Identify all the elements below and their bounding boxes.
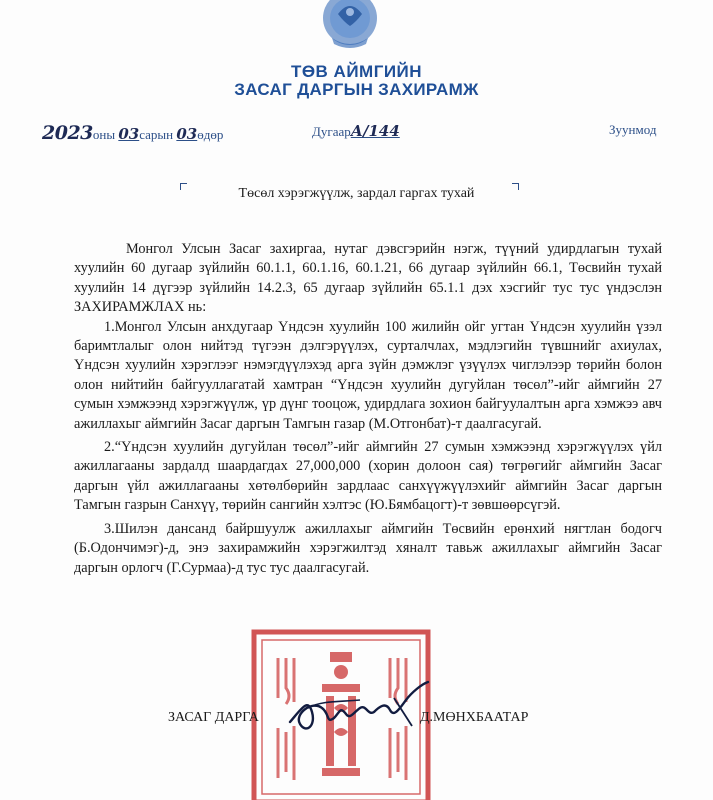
date-year-suffix: оны [92, 127, 116, 142]
place-name: Зуунмод [609, 122, 657, 137]
number-line [312, 122, 400, 140]
date-month-suffix: сарын [139, 127, 174, 142]
body-item-2: 2.“Үндсэн хуулийн дугуйлан төсөл”-ийг аймгийн 27 сумын хэмжээнд хэрэгжүүлэх үйл ажиллагааны зардалд шаардагдах 27,000,000 (хорин долоон сая) төгрөгийг аймгийн Засаг даргын үйл ажиллагааны хөтөлбөрийн зардлаас санхүүжүүлэхийг аймгийн Засаг даргын Тамгын газрын Санхүү, төрийн сангийн хэлтэс (Ю.Бямбацогт)-т зөвшөөрсүгэй. [74, 439, 662, 514]
state-emblem-icon [318, 0, 382, 48]
number-value: А/144 [350, 122, 400, 140]
org-name-line1: ТӨВ АЙМГИЙН [290, 62, 423, 81]
decree-title: Төсөл хэрэгжүүлж, зардал гаргах тухай [238, 186, 475, 201]
decree-body [74, 240, 662, 578]
number-label: Дугаар [312, 124, 351, 139]
body-item-3: 3.Шилэн дансанд байршуулж ажиллахыг аймгийн Төсвийн ерөнхий нягтлан бодогч (Б.Одончимэг)-д, энэ захирамжийн хэрэгжилтэд хяналт тавьж ажиллахыг аймгийн Засаг даргын орлогч (Г.Сурмаа)-д тус тус даалгасугай. [74, 520, 662, 576]
date-month: 03 [118, 125, 140, 143]
handwritten-signature-icon [282, 678, 432, 748]
body-item-1: 1.Монгол Улсын анхдугаар Үндсэн хуулийн 100 жилийн ойг угтан Үндсэн хуулийн үзэл баримтлалыг олон нийтэд түгээн дэлгэрүүлэх, сурталчлах, мэдлэгийн түвшнийг ахиулах, Үндсэн хуулийн хэрэглээг нэмэгдүүлэхэд арга зүйн дэмжлэг үзүүлэх чиглэлээр төрийн болон олон нийтийн байгууллагатай хамтран “Үндсэн хуулийн дугуйлан төсөл”-ийг аймгийн 27 сумын хэмжээнд хэрэгжүүлж, үр дүнг тооцож, удирдлага зохион байгуулалтын арга хэмжээ авч ажиллахыг аймгийн Засаг даргын Тамгын газар (М.Отгонбат)-т даалгасугай. [74, 318, 662, 432]
date-year: 2023 [42, 122, 93, 144]
signatory-name: Д.МӨНХБААТАР [420, 710, 529, 725]
date-line [42, 122, 223, 144]
signatory-title: ЗАСАГ ДАРГА [168, 710, 259, 725]
date-day: 03 [176, 125, 198, 143]
date-day-suffix: өдөр [197, 127, 224, 142]
document-type-title: ЗАСАГ ДАРГЫН ЗАХИРАМЖ [234, 80, 479, 99]
body-intro: Монгол Улсын Засаг захиргаа, нутаг дэвсгэрийн нэгж, түүний удирдлагын тухай хуулийн 60 дугаар зүйлийн 60.1.1, 60.1.16, 60.1.21, 66 дугаар зүйлийн 66.1, Төсвийн тухай хуулийн 14 дүгээр зүйлийн 14.2.3, 65 дугаар зүйлийн 65.1.1 дэх хэсгийг тус тус үндэслэн ЗАХИРАМЖЛАХ нь: [74, 241, 662, 316]
